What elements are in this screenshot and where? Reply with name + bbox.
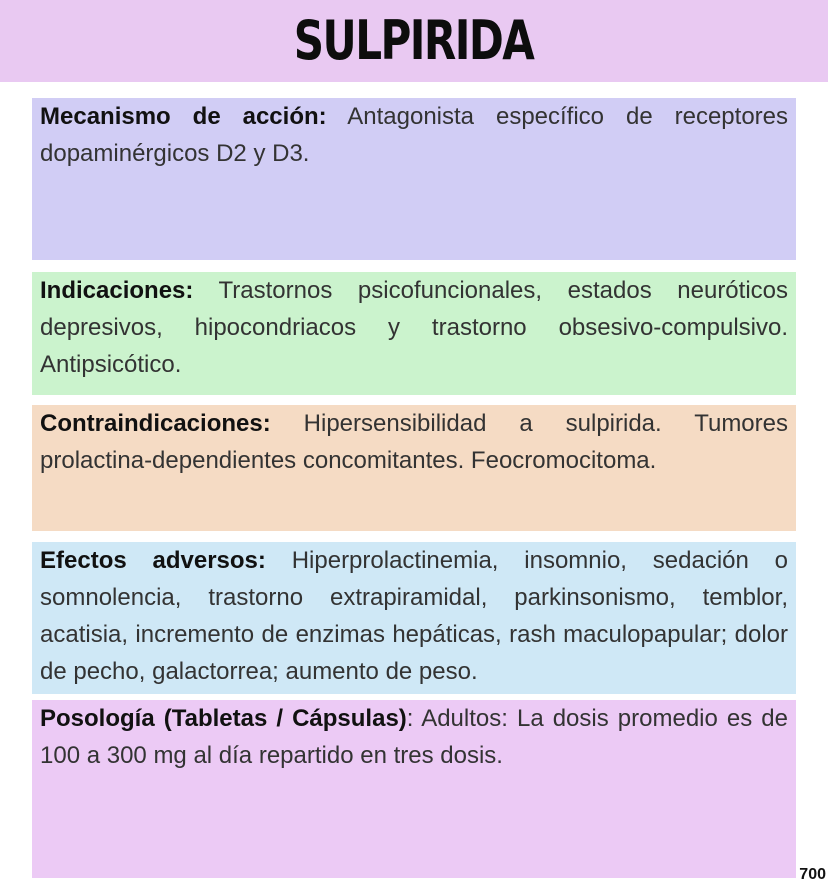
page-title: SULPIRIDA <box>294 9 534 72</box>
section-indications <box>32 272 796 395</box>
section-text: Antagonista específico de receptores dopaminérgicos D2 y D3. <box>40 103 789 167</box>
section-text: Hipersensibilidad a sulpirida. Tumores prolactina-dependientes concomitantes. Feocromocitoma. <box>40 410 788 474</box>
section-label: Mecanismo de acción: <box>40 103 327 130</box>
section-label: Efectos adversos: <box>40 547 266 574</box>
section-label: Posología (Tabletas / Cápsulas) <box>40 705 407 732</box>
title-bar <box>0 0 828 82</box>
page-number: 700 <box>799 866 826 883</box>
section-text: Hiperprolactinemia, insomnio, sedación o somnolencia, trastorno extrapiramidal, parkinsonismo, temblor, acatisia, incremento de enzimas hepáticas, rash maculopapular; dolor de pecho, galactorrea; aumento de peso. <box>40 547 788 685</box>
section-text: : Adultos: La dosis promedio es de 100 a 300 mg al día repartido en tres dosis. <box>40 705 789 769</box>
section-text: Trastornos psicofuncionales, estados neuróticos depresivos, hipocondriacos y trastorno obsesivo-compulsivo. Antipsicótico. <box>40 277 789 378</box>
section-label: Contraindicaciones: <box>40 410 271 437</box>
section-mechanism <box>32 98 796 260</box>
section-dosage <box>32 700 796 878</box>
section-label: Indicaciones: <box>40 277 194 304</box>
section-contraindications <box>32 405 796 531</box>
section-adverse-effects <box>32 542 796 694</box>
